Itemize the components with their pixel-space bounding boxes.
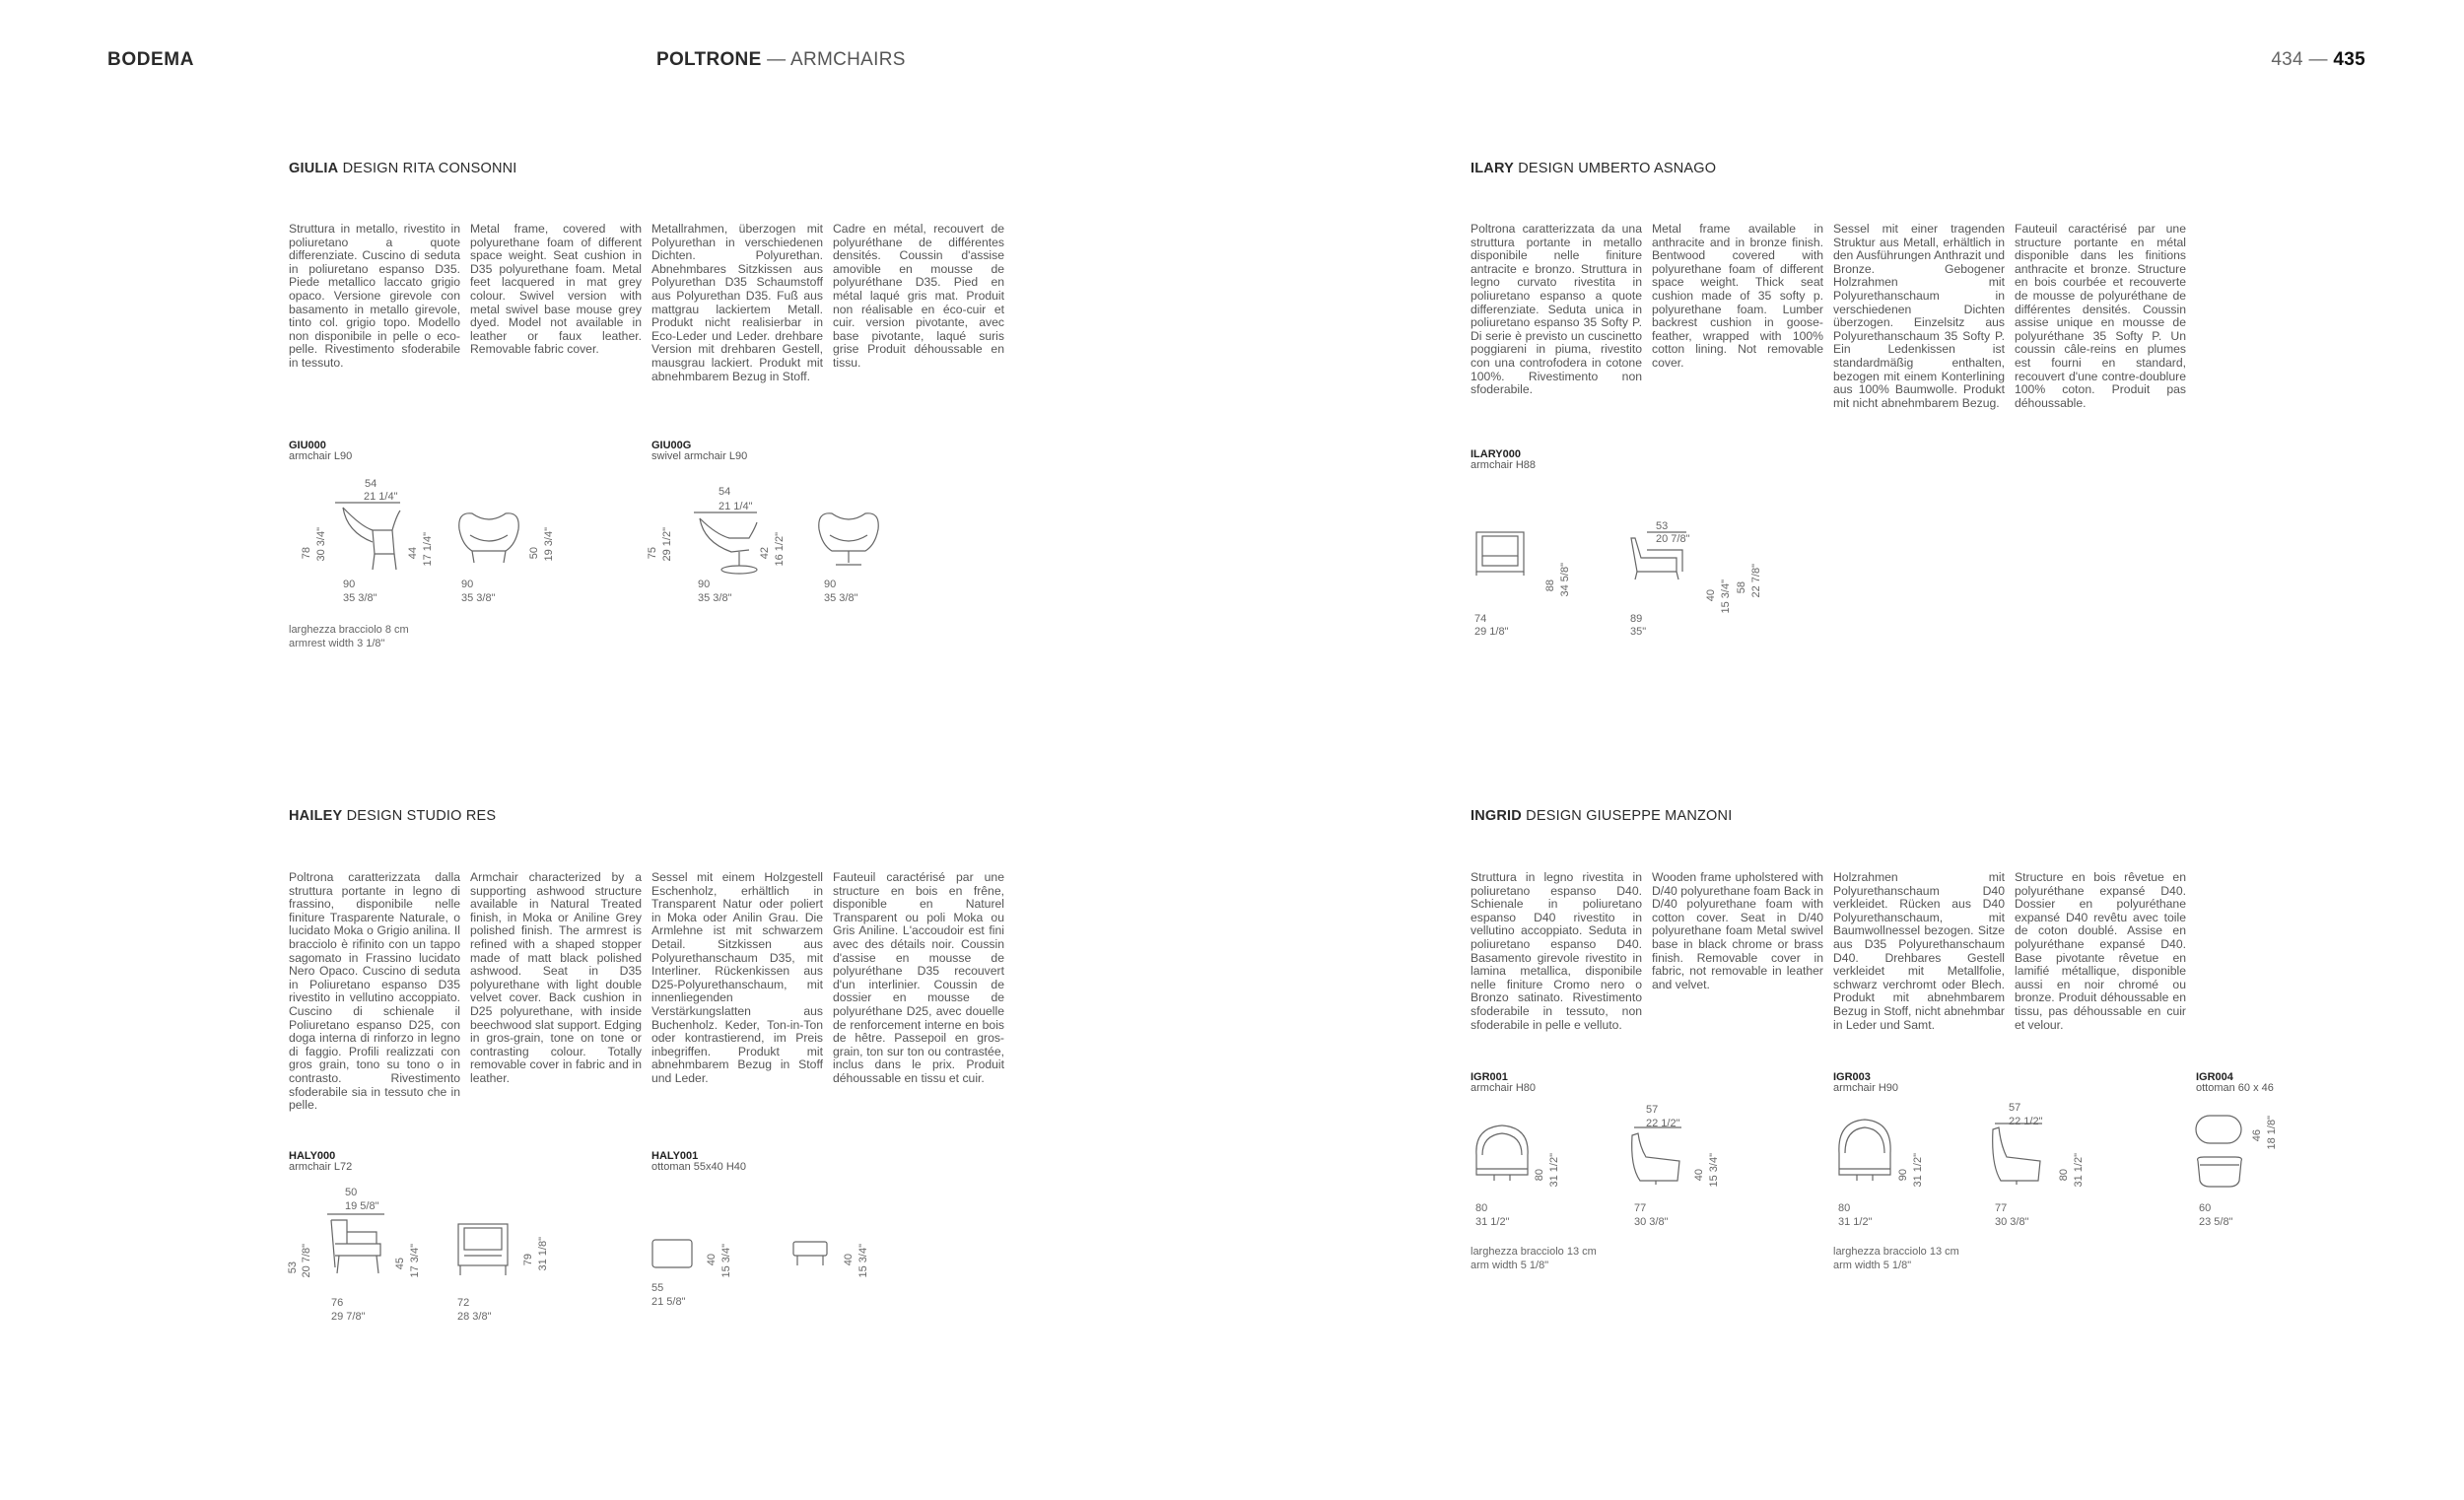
ingrid-designer: DESIGN GIUSEPPE MANZONI [1521, 808, 1733, 824]
dim-seat: 44 [407, 547, 419, 560]
dim-height2-in: 19 3/4" [543, 527, 555, 562]
dim-width: 74 [1474, 613, 1487, 625]
dim-width: 76 [331, 1297, 344, 1309]
ingrid-item-1 [1471, 1072, 1536, 1094]
dim-top: 57 [1646, 1104, 1659, 1116]
item-code: HALY000 [289, 1150, 336, 1162]
giulia-text-fr: Cadre en métal, recouvert de polyuréthane de différentes densités. Coussin d'assise amovible en mousse de polyuréthane D35. Pied en métal laqué gris mat. Produit non réalisable en éco-cuir et cuir. version pivotante, avec base pivotante, laqué suris grise Produit déhoussable en tissu. [833, 222, 1004, 370]
ilary-name: ILARY [1471, 161, 1514, 176]
brand-logo: BODEMA [107, 49, 195, 70]
ingrid-text-de: Holzrahmen mit Polyurethanschaum D40 verkleidet. Rücken aus D40 Polyurethanschaum, mit Baumwollnessel bezogen. Sitze aus D35 Polyurethanschaum D40. Drehbares Gestell verkleidet mit Metallfolie, schwarz verchromt oder Blech. Produkt mit abnehmbarem Bezug in Stoff, nicht abnehmbar in Leder und Samt. [1833, 870, 2005, 1032]
hailey-text-en: Armchair characterized by a supporting ashwood structure available in Natural Treated finish, in Moka or Aniline Grey polished finish. The armrest is refined with a shaped stopper made of matt black polished ashwood. Seat in D35 polyurethane with light double velvet cover. Back cushion in D25 polyurethane, with inside beechwood slat support. Edging in gros-grain, tone on tone or contrasting colour. Totally removable cover in fabric and in leather. [470, 870, 642, 1085]
dim-seat-in: 17 3/4" [409, 1244, 421, 1278]
dim-height-in: 31 1/2" [1548, 1153, 1560, 1188]
dim-ottoman-h-in: 15 3/4" [720, 1244, 732, 1278]
ingrid-note-1 [1471, 1246, 1597, 1272]
dim-arm: 58 [1736, 581, 1747, 594]
ingrid-text-en: Wooden frame upholstered with D/40 polyurethane foam Back in D/40 polyurethane foam with cotton cover. Seat in D/40 polyurethane foam Metal swivel base in black chrome or brass finish. Removable cover in fabric, not removable in leather and velvet. [1652, 870, 1823, 991]
page-separator: — [2302, 49, 2334, 70]
ingrid-003-front-drawing [1833, 1118, 1896, 1187]
dim-top-in: 19 5/8" [345, 1200, 379, 1212]
giulia-title [289, 161, 517, 176]
dim-ottoman-w: 55 [651, 1282, 664, 1294]
ilary-text-it: Poltrona caratterizzata da una struttura portante in metallo disponibile nelle finiture antracite e bronzo. Struttura in legno curvato rivestita in poliuretano espanso a quote differenziate. Seduta unica in poliuretano espanso 35 Softy P. Di serie è previsto un cuscinetto poggiareni in piuma, rivestito con una controfodera in cotone 100%. Rivestimento non sfoderabile. [1471, 222, 1642, 397]
dim-top-in: 22 1/2" [1646, 1118, 1680, 1129]
ilary-side-drawing [1627, 532, 1690, 597]
ilary-front-drawing [1472, 530, 1532, 578]
item-code: GIU00G [651, 440, 692, 451]
ingrid-title [1471, 808, 1732, 824]
section-separator: — [761, 49, 790, 70]
item-desc: swivel armchair L90 [651, 450, 748, 462]
dim-height-in: 34 5/8" [1559, 563, 1571, 597]
hailey-name: HAILEY [289, 808, 343, 824]
dim-seat-in: 15 3/4" [1708, 1153, 1720, 1188]
dim-width2: 90 [461, 579, 474, 590]
dim-top-in: 20 7/8" [1656, 533, 1690, 545]
dim-seat: 40 [1693, 1169, 1705, 1182]
dim-width2-in: 28 3/8" [457, 1311, 492, 1323]
dim-seat-in: 16 1/2" [774, 532, 786, 567]
dim-height-in: 20 7/8" [301, 1244, 312, 1278]
dim-top: 57 [2009, 1102, 2021, 1114]
dim-width-in: 31 1/2" [1838, 1216, 1873, 1228]
dim-top: 50 [345, 1187, 358, 1198]
hailey-text-de: Sessel mit einem Holzgestell Eschenholz, erhältlich in Transparent Natur oder poliert in Moka oder Anilin Grau. Die Armlehne ist mit schwarzem Detail. Sitzkissen aus Polyurethanschaum D35, mit Interliner. Rückenkissen aus D25-Polyurethanschaum, mit innenliegenden Verstärkungslatten aus Buchenholz. Keder, Ton-in-Ton oder kontrastierend, im Preis inbegriffen. Produkt mit abnehmbarem Bezug in Stoff und Leder. [651, 870, 823, 1085]
giulia-front-drawing [454, 508, 523, 569]
dim-width2-in: 35 3/8" [824, 592, 858, 604]
dim-height: 75 [647, 547, 658, 560]
ingrid-item-2 [1833, 1072, 1898, 1094]
item-code: HALY001 [651, 1150, 699, 1162]
dim-ottoman-w-in: 23 5/8" [2199, 1216, 2233, 1228]
dim-ottoman-h: 46 [2251, 1129, 2263, 1142]
dim-top: 54 [719, 486, 731, 498]
giulia-designer: DESIGN RITA CONSONNI [338, 161, 517, 176]
hailey-front-drawing [454, 1220, 512, 1279]
dim-top-in: 21 1/4" [364, 491, 398, 503]
ilary-text-de: Sessel mit einer tragenden Struktur aus Metall, erhältlich in den Ausführungen Anthrazit und Bronze. Gebogener Holzrahmen mit Polyurethanschaum in verschiedenen Dichten überzogen. Einzelsitz aus Polyurethanschaum 35 Softy P. Ein Ledenkissen ist standardmäßig enthalten, bezogen mit einem Konterlining aus 100% Baumwolle. Produkt mit nicht abnehmbarem Bezug. [1833, 222, 2005, 410]
dim-height: 78 [301, 547, 312, 560]
hailey-ottoman-side-drawing [791, 1240, 831, 1269]
giulia-item-2 [651, 441, 747, 462]
dim-width2: 72 [457, 1297, 470, 1309]
dim-height2-in: 31 1/8" [537, 1237, 549, 1271]
dim-height: 90 [1897, 1169, 1909, 1182]
hailey-side-drawing [325, 1214, 388, 1277]
dim-width: 90 [698, 579, 711, 590]
ilary-item-1 [1471, 449, 1536, 471]
item-desc: armchair H88 [1471, 459, 1537, 471]
dim-height: 53 [287, 1261, 299, 1274]
dim-height-in: 30 3/4" [315, 527, 327, 562]
ingrid-001-side-drawing [1626, 1127, 1687, 1189]
hailey-title [289, 808, 496, 824]
dim-arm-in: 22 7/8" [1750, 564, 1762, 598]
giulia-note [289, 624, 409, 650]
item-code: GIU000 [289, 440, 326, 451]
hailey-designer: DESIGN STUDIO RES [342, 808, 497, 824]
dim-height2: 50 [528, 547, 540, 560]
dim-ottoman-h2-in: 15 3/4" [857, 1244, 869, 1278]
dim-depth-in: 30 3/8" [1634, 1216, 1669, 1228]
dim-seat: 45 [394, 1258, 406, 1270]
section-subtitle: ARMCHAIRS [789, 49, 906, 70]
dim-seat: 40 [1705, 589, 1717, 602]
note-en: armrest width 3 1/8" [289, 637, 385, 649]
section-title: POLTRONE [656, 49, 762, 70]
item-desc: ottoman 60 x 46 [2196, 1082, 2274, 1094]
dim-width-in: 29 1/8" [1474, 626, 1509, 638]
item-code: IGR003 [1833, 1071, 1871, 1083]
ingrid-note-2 [1833, 1246, 1959, 1272]
item-desc: armchair H90 [1833, 1082, 1899, 1094]
section-header [656, 49, 906, 71]
item-desc: armchair L72 [289, 1161, 353, 1173]
dim-height2: 80 [2058, 1169, 2070, 1182]
dim-seat-in: 15 3/4" [1720, 580, 1732, 614]
ilary-text-fr: Fauteuil caractérisé par une structure portante en métal disponible dans les finitions anthracite et bronze. Structure en bois courbée et recouverte de mousse de polyuréthane de différentes densités. Coussin assise unique en mousse de polyuréthane 35 Softy P. Un coussin câle-reins en plumes est fourni en standard, recouvert d'une contre-doublure 100% coton. Produit pas déhoussable. [2015, 222, 2186, 410]
dim-width2: 90 [824, 579, 837, 590]
giulia-swivel-front-drawing [814, 508, 883, 573]
note-it: larghezza bracciolo 13 cm [1471, 1246, 1597, 1258]
giulia-side-drawing [333, 503, 412, 572]
ingrid-text-fr: Structure en bois rêvetue en polyuréthane expansé D40. Dossier en polyuréthane expansé D40 revêtu avec toile de coton doublé. Assise en polyuréthane expansé D40. Base pivotante rêvetue en lamifié métallique, disponible aussi en noir chromé ou bronze. Produit déhoussable en tissu, pas déhoussable en cuir et velour. [2015, 870, 2186, 1032]
dim-ottoman-w-in: 21 5/8" [651, 1296, 686, 1308]
page-numbers [2271, 49, 2365, 71]
hailey-ottoman-top-drawing [650, 1238, 696, 1271]
giulia-swivel-side-drawing [692, 512, 771, 578]
dim-ottoman-h2: 40 [843, 1254, 855, 1266]
giulia-text-en: Metal frame, covered with polyurethane foam of different space weight. Seat cushion in D35 polyurethane foam. Metal feet lacquered in mat grey colour. Swivel version with metal swivel base mouse grey dyed. Model not available in leather or faux leather. Removable fabric cover. [470, 222, 642, 357]
dim-depth-in: 30 3/8" [1995, 1216, 2029, 1228]
dim-height-in: 31 1/2" [1912, 1153, 1924, 1188]
hailey-item-1 [289, 1151, 352, 1173]
giulia-text-it: Struttura in metallo, rivestito in poliuretano a quote differenziate. Cuscino di seduta in poliuretano espanso D35. Piede metallico laccato grigio opaco. Versione girevole con basamento in metallo girevole, tinto col. grigio topo. Modello non disponibile in pelle o eco-pelle. Rivestimento sfoderabile in tessuto. [289, 222, 460, 370]
dim-seat: 42 [759, 547, 771, 560]
ilary-title [1471, 161, 1716, 176]
dim-depth: 89 [1630, 613, 1643, 625]
dim-width-in: 35 3/8" [343, 592, 377, 604]
giulia-text-de: Metallrahmen, überzogen mit Polyurethan in verschiedenen Dichten. Polyurethan. Abnehmbares Sitzkissen aus Polyurethan D35 Schaumstoff aus Polyurethan D35. Fuß aus mattgrau lackiertem Metall. Produkt nicht realisierbar in Eco-Leder und Leder. drehbare Version mit drehbaren Gestell, mausgrau lackiert. Produkt mit abnehmbarem Bezug in Stoff. [651, 222, 823, 383]
dim-top-in: 22 1/2" [2009, 1116, 2043, 1127]
dim-width2-in: 35 3/8" [461, 592, 496, 604]
ingrid-001-front-drawing [1471, 1122, 1534, 1187]
dim-ottoman-h-in: 18 1/8" [2266, 1116, 2278, 1150]
page-right: 435 [2333, 49, 2365, 70]
dim-depth: 77 [1634, 1202, 1647, 1214]
item-desc: armchair L90 [289, 450, 353, 462]
item-code: IGR001 [1471, 1071, 1508, 1083]
note-it: larghezza bracciolo 8 cm [289, 624, 409, 636]
dim-width-in: 35 3/8" [698, 592, 732, 604]
dim-height-in: 29 1/2" [661, 527, 673, 562]
note-en: arm width 5 1/8" [1471, 1259, 1549, 1271]
dim-top-in: 21 1/4" [719, 501, 753, 512]
dim-ottoman-h: 40 [706, 1254, 718, 1266]
item-desc: ottoman 55x40 H40 [651, 1161, 747, 1173]
ilary-text-en: Metal frame available in anthracite and in bronze finish. Bentwood covered with polyurethane foam of different space weight. Thick seat cushion made of 35 softy p. polyurethane foam. Lumber backrest cushion in goose-feather, wrapped with 100% cotton lining. Not removable cover. [1652, 222, 1823, 370]
dim-height: 88 [1544, 580, 1556, 592]
dim-depth-in: 35" [1630, 626, 1647, 638]
giulia-name: GIULIA [289, 161, 339, 176]
ingrid-item-3 [2196, 1072, 2274, 1094]
dim-width: 90 [343, 579, 356, 590]
dim-height2-in: 31 1/2" [2073, 1153, 2085, 1188]
ingrid-ottoman-side-drawing [2194, 1155, 2245, 1194]
dim-seat-in: 17 1/4" [422, 532, 434, 567]
dim-height2: 79 [522, 1254, 534, 1266]
ingrid-ottoman-top-drawing [2194, 1114, 2245, 1147]
item-code: IGR004 [2196, 1071, 2233, 1083]
hailey-text-fr: Fauteuil caractérisé par une structure en bois en frêne, disponible en Naturel Transparent ou poli Moka ou Gris Aniline. L'accoudoir est fini avec des détails noir. Coussin d'assise en mousse de polyuréthane D35 recouvert d'un interlinier. Coussin de dossier en mousse de polyuréthane D25, avec douelle de renforcement interne en bois de hêtre. Passepoil en gros-grain, ton sur ton ou contrastée, inclus dans le prix. Produit déhoussable en tissu et cuir. [833, 870, 1004, 1085]
dim-top: 54 [365, 478, 377, 490]
hailey-text-it: Poltrona caratterizzata dalla struttura portante in legno di frassino, disponibile nelle finiture Trasparente Naturale, o lucidato Moka o Grigio anilina. Il bracciolo è rifinito con un tappo sagomato in Frassino lucidato Nero Opaco. Cuscino di seduta in Poliuretano espanso D35 rivestito in vellutino accoppiato. Cuscino di schienale il Poliuretano espanso D25, con doga interna di rinforzo in legno di faggio. Profili realizzati con gros grain, tono su tono o in contrasto. Rivestimento sfoderabile sia in tessuto che in pelle. [289, 870, 460, 1113]
note-it: larghezza bracciolo 13 cm [1833, 1246, 1959, 1258]
item-code: ILARY000 [1471, 448, 1521, 460]
dim-height: 80 [1534, 1169, 1545, 1182]
note-en: arm width 5 1/8" [1833, 1259, 1912, 1271]
hailey-item-2 [651, 1151, 746, 1173]
dim-top: 53 [1656, 520, 1669, 532]
dim-width: 80 [1475, 1202, 1488, 1214]
dim-width-in: 29 7/8" [331, 1311, 366, 1323]
ilary-designer: DESIGN UMBERTO ASNAGO [1513, 161, 1717, 176]
ingrid-name: INGRID [1471, 808, 1522, 824]
giulia-item-1 [289, 441, 352, 462]
page-left: 434 [2271, 49, 2303, 70]
dim-ottoman-w: 60 [2199, 1202, 2212, 1214]
dim-width-in: 31 1/2" [1475, 1216, 1510, 1228]
ingrid-text-it: Struttura in legno rivestita in poliuretano espanso D40. Schienale in poliuretano espanso D40 rivestito in vellutino accoppiato. Seduta in poliuretano espanso D40. Basamento girevole rivestito in lamina metallica, disponibile nelle finiture Cromo nero o Bronzo satinato. Rivestimento sfoderabile in tessuto, non sfoderabile in pelle e velluto. [1471, 870, 1642, 1032]
item-desc: armchair H80 [1471, 1082, 1537, 1094]
dim-width: 80 [1838, 1202, 1851, 1214]
dim-depth: 77 [1995, 1202, 2008, 1214]
ingrid-003-side-drawing [1987, 1124, 2048, 1189]
